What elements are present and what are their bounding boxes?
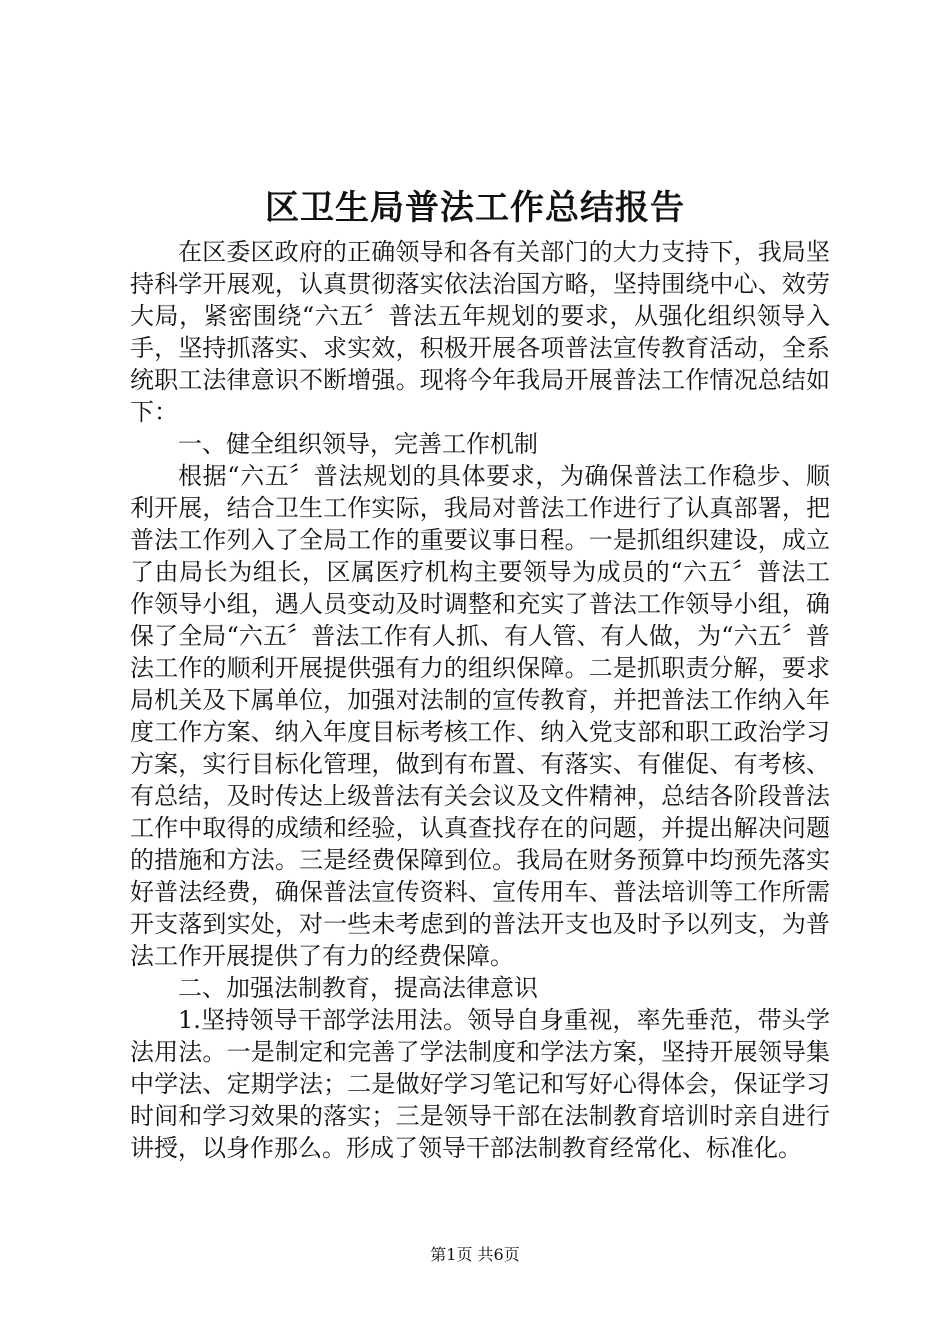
section-2-paragraph: 1.坚持领导干部学法用法。领导自身重视，率先垂范，带头学法用法。一是制定和完善了学法制度和学法方案，坚持开展领导集中学法、定期学法；二是做好学习笔记和写好心得体会，保证学习时间和学习效果的落实；三是领导干部在法制教育培训时亲自进行讲授，以身作那么。形成了领导干部法制教育经常化、标准化。 xyxy=(130,1006,830,1162)
section-heading-1: 一、健全组织领导，完善工作机制 xyxy=(178,430,538,458)
document-body xyxy=(130,236,830,1164)
intro-paragraph: 在区委区政府的正确领导和各有关部门的大力支持下，我局坚持科学开展观，认真贯彻落实依法治国方略，坚持围绕中心、效劳大局，紧密围绕“六五〞普法五年规划的要求，从强化组织领导入手，坚持抓落实、求实效，积极开展各项普法宣传教育活动，全系统职工法律意识不断增强。现将今年我局开展普法工作情况总结如下： xyxy=(130,238,830,426)
section-1-paragraph: 根据“六五〞普法规划的具体要求，为确保普法工作稳步、顺利开展，结合卫生工作实际，我局对普法工作进行了认真部署，把普法工作列入了全局工作的重要议事日程。一是抓组织建设，成立了由局长为组长，区属医疗机构主要领导为成员的“六五〞普法工作领导小组，遇人员变动及时调整和充实了普法工作领导小组，确保了全局“六五〞普法工作有人抓、有人管、有人做，为“六五〞普法工作的顺利开展提供强有力的组织保障。二是抓职责分解，要求局机关及下属单位，加强对法制的宣传教育，并把普法工作纳入年度工作方案、纳入年度目标考核工作、纳入党支部和职工政治学习方案，实行目标化管理，做到有布置、有落实、有催促、有考核、有总结，及时传达上级普法有关会议及文件精神，总结各阶段普法工作中取得的成绩和经验，认真查找存在的问题，并提出解决问题的措施和方法。三是经费保障到位。我局在财务预算中均预先落实好普法经费，确保普法宣传资料、宣传用车、普法培训等工作所需开支落到实处，对一些未考虑到的普法开支也及时予以列支，为普法工作开展提供了有力的经费保障。 xyxy=(130,462,830,970)
page-footer: 第1页 共6页 xyxy=(430,1245,520,1264)
section-heading-2: 二、加强法制教育，提高法律意识 xyxy=(178,974,538,1002)
document-title: 区卫生局普法工作总结报告 xyxy=(265,188,685,228)
